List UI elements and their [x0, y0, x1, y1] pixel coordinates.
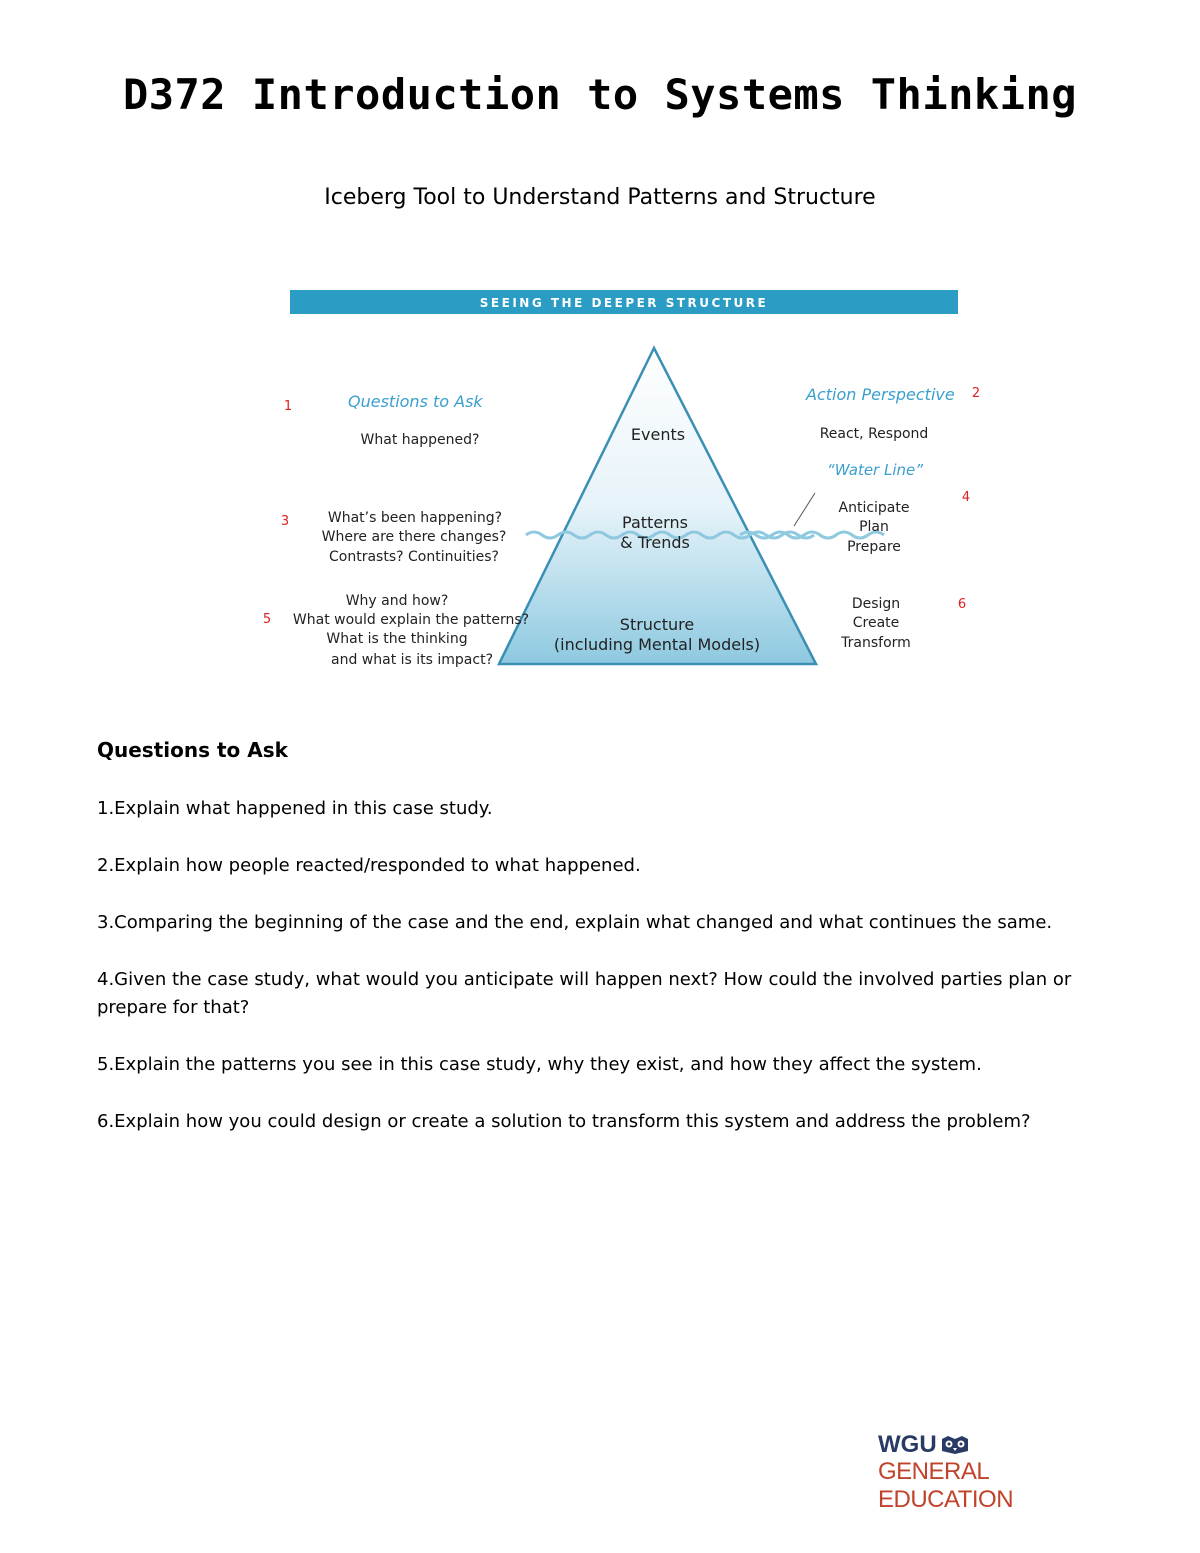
marker-1: 1 — [283, 399, 293, 414]
left-q5-line1: Why and how? — [345, 593, 449, 609]
level-structure-line2: (including Mental Models) — [553, 635, 761, 654]
left-q5-line3: What is the thinking — [326, 631, 468, 647]
questions-list — [97, 795, 1117, 1165]
left-q3-line3: Contrasts? Continuities? — [329, 549, 499, 565]
right-a6-line2: Create — [852, 615, 900, 631]
question-item-2: 2.Explain how people reacted/responded to what happened. — [97, 855, 641, 876]
question-item-6: 6.Explain how you could design or create a solution to transform this system and address the problem? — [97, 1111, 1031, 1132]
level-events: Events — [630, 425, 686, 444]
left-q3-line1: What’s been happening? — [327, 510, 503, 526]
question-item-4: 4.Given the case study, what would you anticipate will happen next? How could the involved parties plan or prepare for that? — [97, 969, 1072, 1018]
right-a6-line3: Transform — [841, 635, 911, 651]
marker-4: 4 — [961, 490, 971, 505]
marker-3: 3 — [280, 514, 290, 529]
question-item-5: 5.Explain the patterns you see in this case study, why they exist, and how they affect the system. — [97, 1054, 982, 1075]
owl-icon — [940, 1435, 970, 1455]
marker-6: 6 — [957, 597, 967, 612]
questions-heading: Questions to Ask — [348, 392, 483, 411]
marker-5: 5 — [262, 612, 272, 627]
water-line-pointer — [794, 493, 815, 526]
document-title: D372 Introduction to Systems Thinking — [122, 70, 1078, 119]
action-heading: Action Perspective — [806, 385, 955, 404]
question-item-1: 1.Explain what happened in this case study. — [97, 798, 493, 819]
figure-banner-text: SEEING THE DEEPER STRUCTURE — [479, 296, 769, 310]
wgu-logo — [878, 1431, 1118, 1513]
right-a4-line2: Plan — [859, 519, 889, 535]
marker-2: 2 — [971, 386, 981, 401]
right-a2: React, Respond — [819, 426, 929, 442]
logo-general-education: GENERAL EDUCATION — [878, 1458, 1014, 1513]
right-a6-line1: Design — [851, 596, 901, 612]
document-subtitle: Iceberg Tool to Understand Patterns and Structure — [324, 185, 876, 210]
logo-wgu-text: WGU — [878, 1431, 937, 1458]
question-item-3: 3.Comparing the beginning of the case and the end, explain what changed and what continues the same. — [97, 912, 1053, 933]
right-a4-line1: Anticipate — [838, 500, 910, 516]
left-q3-line2: Where are there changes? — [321, 529, 507, 545]
water-line-label: “Water Line” — [826, 461, 924, 479]
left-q5-line4: and what is its impact? — [331, 652, 493, 668]
left-q1: What happened? — [360, 432, 480, 448]
left-q5-line2: What would explain the patterns? — [292, 612, 530, 628]
iceberg-figure — [262, 290, 981, 682]
level-patterns-line2: & Trends — [620, 533, 690, 552]
questions-section-heading: Questions to Ask — [97, 738, 288, 762]
right-a4-line3: Prepare — [847, 539, 901, 555]
level-structure-line1: Structure — [619, 615, 695, 634]
level-patterns-line1: Patterns — [622, 513, 688, 532]
